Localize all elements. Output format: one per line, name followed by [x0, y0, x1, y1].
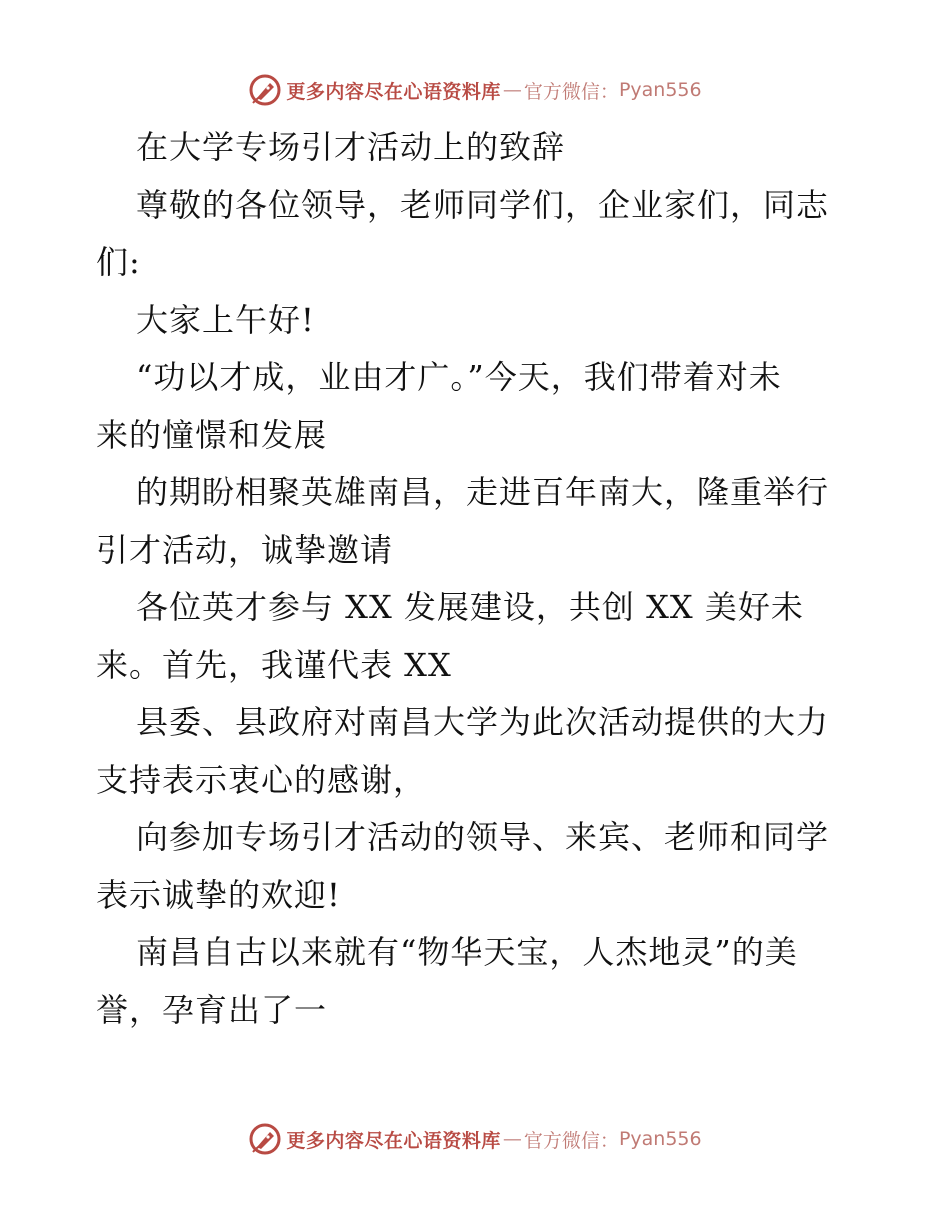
banner-brand-text: 更多内容尽在心语资料库 — [286, 80, 501, 103]
paragraph-line: 南昌自古以来就有“物华天宝，人杰地灵”的美 — [136, 933, 798, 971]
banner-wechat-label: 官方微信： — [523, 1129, 619, 1152]
footer-watermark-banner — [0, 1119, 950, 1159]
header-watermark-banner — [0, 70, 950, 110]
banner-wechat-label: 官方微信： — [523, 80, 619, 103]
document-title: 在大学专场引才活动上的致辞 — [136, 128, 566, 166]
banner-brand-text: 更多内容尽在心语资料库 — [286, 1129, 501, 1152]
paragraph-line: 誉，孕育出了一 — [96, 990, 328, 1029]
paragraph-line: 向参加专场引才活动的领导、来宾、老师和同学 — [136, 818, 830, 856]
paragraph-line: 来的憧憬和发展 — [96, 415, 328, 454]
paragraph-line: 来。首先，我谨代表 XX — [96, 645, 452, 684]
pen-nib-logo-icon — [248, 1122, 282, 1156]
banner-separator: — — [502, 79, 522, 101]
document-body — [96, 119, 856, 1039]
paragraph-line: 尊敬的各位领导，老师同学们，企业家们，同志 — [136, 185, 830, 224]
paragraph-line: 们: — [96, 243, 141, 281]
paragraph-line: 支持表示衷心的感谢， — [96, 760, 427, 799]
pen-nib-logo-icon — [248, 73, 282, 107]
paragraph-line: 引才活动，诚挚邀请 — [96, 530, 394, 569]
banner-wechat-id: Pyan556 — [618, 1128, 702, 1150]
banner-separator: — — [502, 1128, 522, 1150]
paragraph-line: “功以才成，业由才广。”今天，我们带着对未 — [136, 358, 782, 396]
paragraph-line: 大家上午好! — [136, 300, 315, 339]
banner-wechat-id: Pyan556 — [618, 79, 702, 101]
paragraph-line: 县委、县政府对南昌大学为此次活动提供的大力 — [136, 703, 830, 741]
paragraph-line: 的期盼相聚英雄南昌，走进百年南大，隆重举行 — [136, 473, 830, 511]
paragraph-line: 各位英才参与 XX 发展建设，共创 XX 美好未 — [136, 588, 804, 626]
paragraph-line: 表示诚挚的欢迎! — [96, 875, 341, 914]
